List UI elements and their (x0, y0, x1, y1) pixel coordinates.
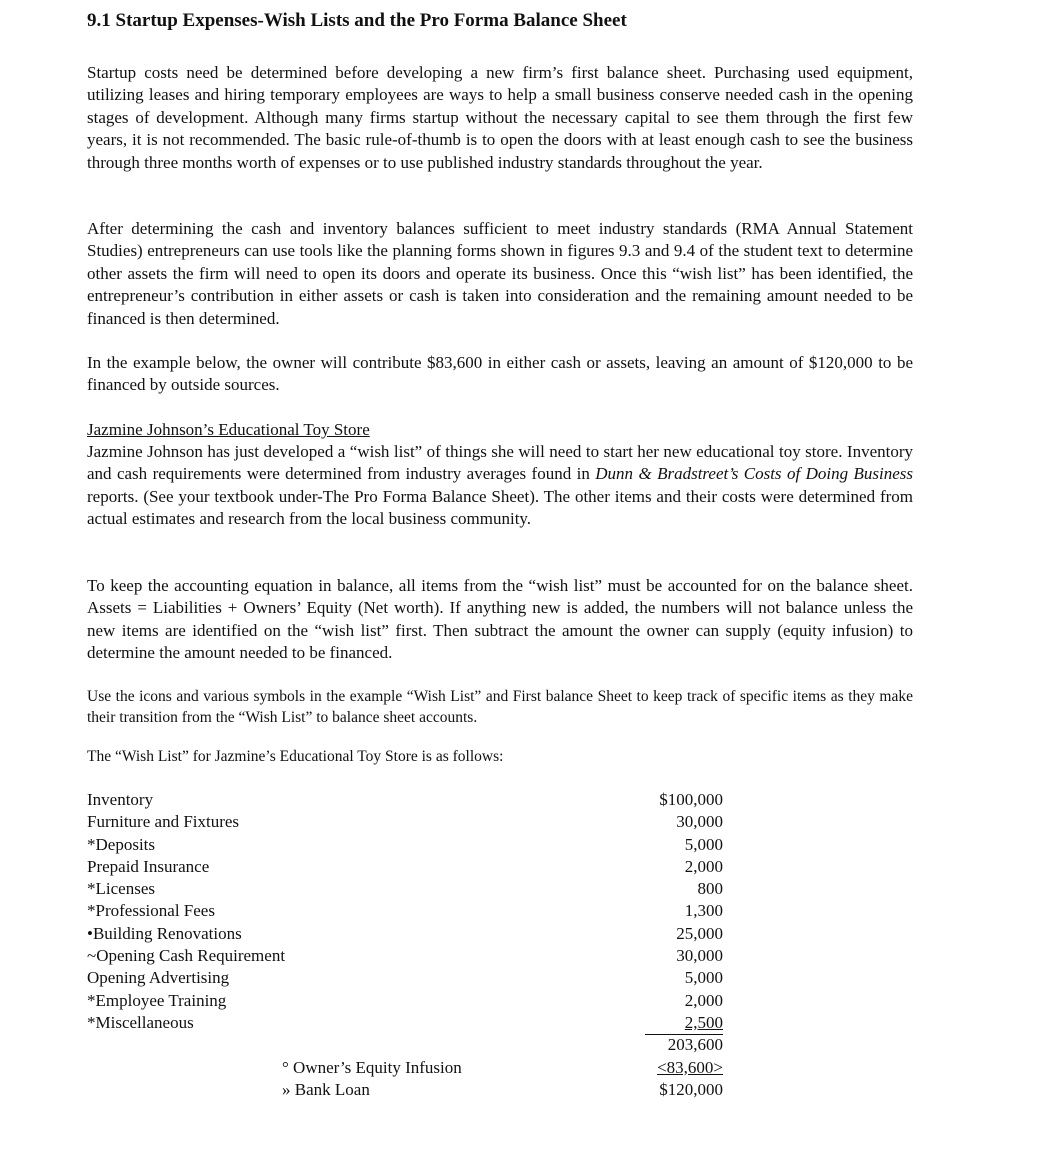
item-amount: 25,000 (676, 923, 723, 943)
item-amount: 1,300 (684, 901, 723, 921)
bank-loan-row (87, 1079, 727, 1101)
wish-list-item (87, 923, 727, 945)
paragraph-symbols-note: Use the icons and various symbols in the example “Wish List” and First balance Sheet to keep track of specific items as they make their transition from the “Wish List” to balance sheet accounts. (87, 688, 913, 726)
paragraph-example-summary: In the example below, the owner will contribute $83,600 in either cash or assets, leaving an amount of $120,000 to be financed by outside sources. (87, 353, 913, 395)
paragraph-startup-costs: Startup costs need be determined before developing a new firm’s first balance sheet. Purchasing used equipment, utilizing leases and hiring temporary employees are ways to help a small business conserve needed cash in the opening stages of development. Although many firms startup without the necessary capital to see them through the first few years, it is not recommended. The basic rule-of-thumb is to open the doors with at least enough cash to see the business through three months worth of expenses or to use published industry standards throughout the year. (87, 63, 913, 172)
item-label: Opening Advertising (87, 968, 230, 988)
wish-list-total-row (87, 1034, 727, 1056)
item-label: *Employee Training (87, 990, 227, 1010)
equity-label: ° Owner’s Equity Infusion (282, 1057, 462, 1077)
paragraph-accounting-equation: To keep the accounting equation in balance, all items from the “wish list” must be accounted for on the balance sheet. Assets = Liabilities + Owners’ Equity (Net worth). If anything new is added, the numbers will not balance unless the new items are identified on the “wish list” first. Then subtract the amount the owner can supply (equity infusion) to determine the amount needed to be financed. (87, 576, 913, 663)
item-label: *Licenses (87, 879, 155, 899)
paragraph-wish-list-intro: After determining the cash and inventory balances sufficient to meet industry standards (RMA Annual Statement Studies) entrepreneurs can use tools like the planning forms shown in figures 9.3 and 9.4 of the student text to determine other assets the firm will need to open its doors and operate its business. Once this “wish list” has been identified, the entrepreneur’s contribution in either assets or cash is taken into consideration and the remaining amount needed to be financed is then determined. (87, 219, 913, 328)
wish-list-item (87, 945, 727, 967)
case-text-source: Dunn & Bradstreet’s Costs of Doing Business (595, 464, 913, 484)
wish-list-item (87, 811, 727, 833)
item-amount: 30,000 (676, 812, 723, 832)
total-amount: 203,600 (667, 1035, 723, 1055)
item-amount: 2,000 (684, 856, 723, 876)
wish-list-item (87, 900, 727, 922)
item-amount: 5,000 (684, 968, 723, 988)
item-amount: 5,000 (684, 834, 723, 854)
wish-list-item (87, 967, 727, 989)
item-amount: 800 (697, 879, 723, 899)
item-label: Inventory (87, 790, 154, 809)
item-amount: $100,000 (659, 790, 723, 809)
wish-list-items (87, 789, 727, 1034)
paragraph-case-description (87, 441, 913, 531)
item-label: *Professional Fees (87, 901, 215, 921)
item-label: Furniture and Fixtures (87, 812, 240, 832)
paragraph-list-intro: The “Wish List” for Jazmine’s Educational Toy Store is as follows: (87, 748, 504, 765)
item-amount: 2,000 (684, 990, 723, 1010)
item-label: ~Opening Cash Requirement (87, 946, 286, 966)
section-title: 9.1 Startup Expenses-Wish Lists and the Pro Forma Balance Sheet (87, 10, 627, 31)
bank-loan-label: » Bank Loan (282, 1079, 370, 1099)
wish-list-item (87, 789, 727, 811)
case-heading: Jazmine Johnson’s Educational Toy Store (87, 420, 370, 439)
item-amount: 2,500 (684, 1012, 723, 1032)
wish-list-item (87, 1012, 727, 1034)
item-label: •Building Renovations (87, 923, 242, 943)
case-text-part1: Jazmine Johnson has just developed a “wish list” of things she will need to start her new educational toy store. Inventory and cash requirements were determined from industry averages found in (87, 442, 913, 484)
wish-list-table (87, 789, 727, 1101)
wish-list-item (87, 990, 727, 1012)
equity-row (87, 1057, 727, 1079)
bank-loan-amount: $120,000 (659, 1079, 723, 1099)
case-text-part2: reports. (See your textbook under-The Pro Forma Balance Sheet). The other items and their costs were determined from actual estimates and research from the local business community. (87, 486, 913, 529)
item-label: Prepaid Insurance (87, 856, 210, 876)
item-label: *Miscellaneous (87, 1012, 194, 1032)
equity-amount: <83,600> (657, 1057, 723, 1077)
item-amount: 30,000 (676, 946, 723, 966)
wish-list-item (87, 878, 727, 900)
wish-list-item (87, 856, 727, 878)
item-label: *Deposits (87, 834, 155, 854)
wish-list-item (87, 834, 727, 856)
